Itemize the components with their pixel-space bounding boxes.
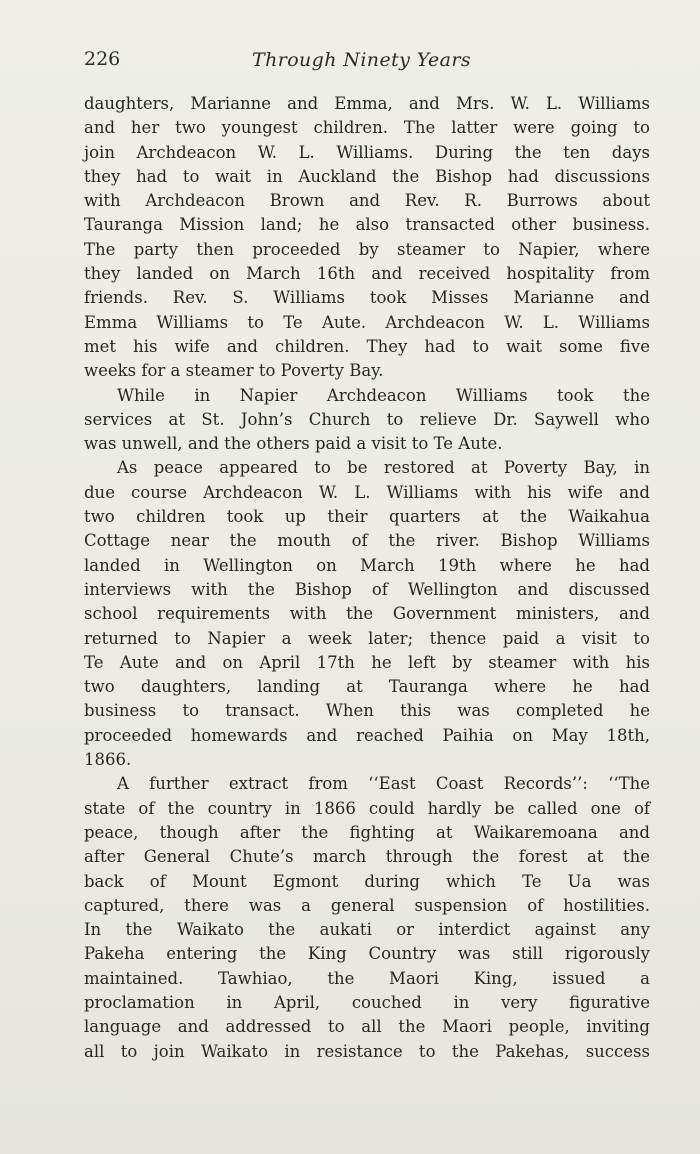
text-line: they landed on March 16th and received hospitality from [84,264,650,284]
text-line: Cottage near the mouth of the river. Bishop Williams [84,531,650,551]
text-line: Tauranga Mission land; he also transacted other business. [84,215,650,235]
text-line: In the Waikato the aukati or interdict against any [84,920,650,940]
text-line: A further extract from ‘‘East Coast Records’’: ‘‘The [117,774,650,794]
text-line: captured, there was a general suspension of hostilities. [84,895,650,915]
text-line: back of Mount Egmont during which Te Ua was [84,871,650,891]
text-line: interviews with the Bishop of Wellington and discussed [84,579,650,599]
text-line: proclamation in April, couched in very figurative [84,992,650,1012]
text-line: was unwell, and the others paid a visit to Te Aute. [84,434,503,454]
text-line: The party then proceeded by steamer to Napier, where [84,239,650,259]
body-text [84,92,650,1064]
page-number: 226 [84,48,121,70]
text-line: state of the country in 1866 could hardly be called one of [84,798,650,818]
paragraph [84,456,650,772]
text-line: business to transact. When this was completed he [84,701,650,721]
text-line: language and addressed to all the Maori people, inviting [84,1017,650,1037]
text-line: two daughters, landing at Tauranga where he had [84,677,650,697]
text-line: peace, though after the fighting at Waikaremoana and [84,822,650,842]
text-line: While in Napier Archdeacon Williams took the [117,385,650,405]
text-line: As peace appeared to be restored at Poverty Bay, in [117,458,650,478]
text-line: school requirements with the Government ministers, and [84,604,650,624]
text-line: friends. Rev. S. Williams took Misses Marianne and [84,288,650,308]
paragraph [84,384,650,457]
running-title: Through Ninety Years [252,49,471,71]
text-line: met his wife and children. They had to wait some five [84,336,650,356]
text-line: services at St. John’s Church to relieve Dr. Saywell who [84,409,650,429]
text-line: due course Archdeacon W. L. Williams with his wife and [84,482,650,502]
text-line: daughters, Marianne and Emma, and Mrs. W. L. Williams [84,94,650,113]
paragraph [84,92,650,384]
text-line: Pakeha entering the King Country was still rigorously [84,944,650,964]
text-line: returned to Napier a week later; thence paid a visit to [84,628,650,648]
text-line: after General Chute’s march through the forest at the [84,847,650,867]
text-line: two children took up their quarters at the Waikahua [84,507,650,527]
text-line: Emma Williams to Te Aute. Archdeacon W. L. Williams [84,312,650,332]
text-line: and her two youngest children. The latter were going to [84,118,650,138]
text-line: maintained. Tawhiao, the Maori King, issued a [84,968,650,988]
text-line: join Archdeacon W. L. Williams. During the ten days [84,142,650,162]
text-line: 1866. [84,750,132,770]
page-header [84,48,650,78]
text-line: all to join Waikato in resistance to the Pakehas, success [84,1041,650,1061]
text-line: Te Aute and on April 17th he left by steamer with his [84,652,650,672]
text-line: with Archdeacon Brown and Rev. R. Burrows about [84,191,650,211]
text-line: proceeded homewards and reached Paihia on May 18th, [84,725,650,745]
text-line: they had to wait in Auckland the Bishop had discussions [84,166,650,186]
paragraph [84,772,650,1064]
text-line: weeks for a steamer to Poverty Bay. [84,361,384,381]
text-line: landed in Wellington on March 19th where he had [84,555,650,575]
